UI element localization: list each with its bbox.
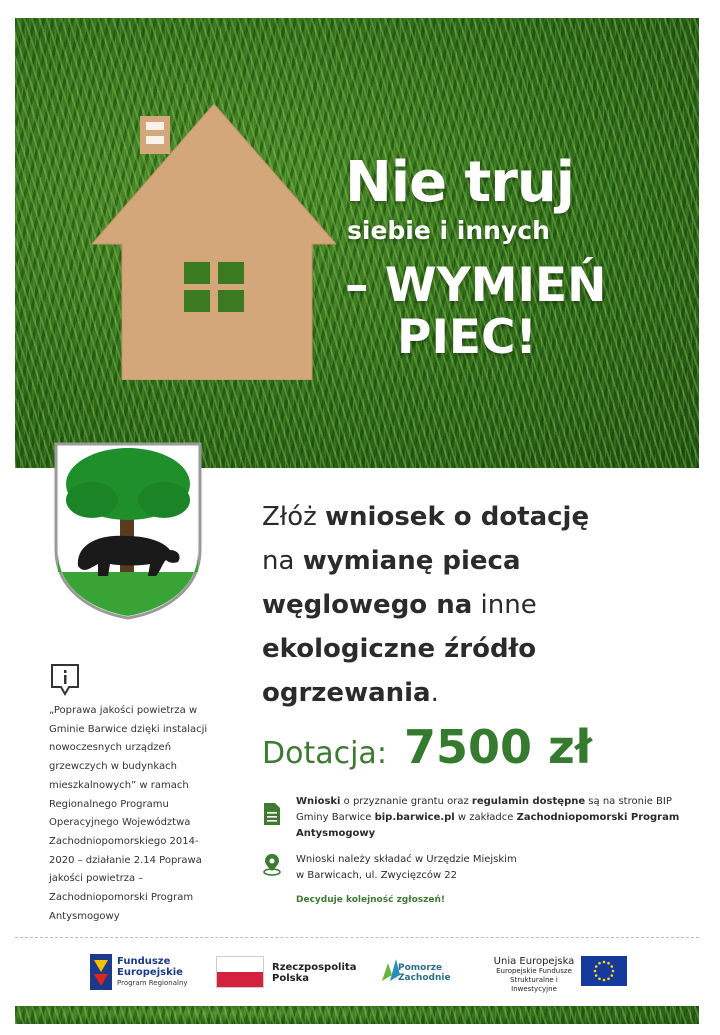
- logo-text: Pomorze: [398, 963, 443, 973]
- lead-text: na: [262, 546, 303, 576]
- headline-line-3: – WYMIEŃ: [345, 258, 607, 313]
- grant-amount: 7500 zł: [404, 720, 592, 774]
- logo-subtext: Europejskie Fundusze: [496, 967, 572, 975]
- address-line-2: w Barwicach, ul. Zwycięzców 22: [296, 870, 458, 881]
- info-bold: Zachodniopomorski Program Antysmogowy: [296, 812, 680, 839]
- logo-subtext: Program Regionalny: [117, 979, 188, 987]
- logo-text: Polska: [272, 973, 309, 984]
- application-call: [262, 495, 682, 715]
- lead-bold: ogrzewania: [262, 678, 431, 708]
- logo-text: Rzeczpospolita: [272, 962, 357, 973]
- logo-text: Europejskie: [117, 967, 183, 978]
- grant-label: Dotacja:: [262, 736, 387, 771]
- pomorze-zachodnie-logo: [398, 963, 451, 983]
- fundusze-europejskie-logo: [117, 956, 188, 989]
- divider: [15, 937, 699, 938]
- lead-bold: wniosek o dotację: [325, 502, 590, 532]
- logo-text: Fundusze: [117, 956, 171, 967]
- lead-text: Złóż: [262, 502, 326, 532]
- office-address: [296, 852, 676, 884]
- location-pin-icon: [262, 852, 282, 876]
- lead-text: inne: [472, 590, 537, 620]
- headline-line-2: siebie i innych: [347, 216, 550, 245]
- chimney: [140, 116, 170, 154]
- lead-text: .: [430, 678, 439, 708]
- info-bold: Wnioski: [296, 796, 341, 807]
- house-shape: [92, 104, 336, 380]
- lead-bold: węglowego na: [262, 590, 473, 620]
- application-info: [296, 794, 686, 842]
- info-bold: regulamin dostępne: [471, 796, 586, 807]
- info-speech-icon: [49, 662, 81, 698]
- rzeczpospolita-polska-logo: [272, 962, 356, 984]
- lead-line-4: [262, 627, 682, 671]
- lead-line-2: [262, 539, 682, 583]
- lead-line-3: [262, 583, 682, 627]
- headline-line-1: Nie truj: [345, 150, 574, 215]
- lead-line-1: [262, 495, 682, 539]
- project-description: „Poprawa jakości powietrza w Gminie Barwice dzięki instalacji nowoczesnych urządzeń grzewczych w budynkach mieszkalnowych” w ramach Regionalnego Programu Operacyjnego Województwa Zachodniopomorskiego 2014-2020 – działanie 2.14 Poprawa jakości powietrza – Zachodniopomorski Program Antysmogowy: [49, 705, 208, 922]
- address-line-1: Wnioski należy składać w Urzędzie Miejskim: [296, 854, 517, 865]
- bip-link[interactable]: bip.barwice.pl: [374, 812, 455, 823]
- grass-strip: [15, 1006, 699, 1024]
- info-text: są na stronie BIP Gminy Barwice: [296, 796, 672, 823]
- lead-bold: wymianę pieca: [302, 546, 521, 576]
- poland-flag-icon: [216, 956, 264, 988]
- logo-text: Zachodnie: [398, 973, 451, 983]
- fundusze-europejskie-logo-icon: [90, 954, 112, 990]
- unia-europejska-logo: [492, 956, 576, 994]
- coat-of-arms-emblem: [52, 440, 204, 620]
- cardboard-house-image: [92, 96, 336, 380]
- logo-text: Unia Europejska: [493, 956, 575, 967]
- document-icon: [262, 802, 282, 826]
- info-text: w zakładce: [454, 812, 517, 823]
- lead-bold: ekologiczne źródło: [262, 634, 537, 664]
- logo-subtext: Strukturalne i Inwestycyjne: [510, 976, 558, 993]
- grant-amount-line: [262, 720, 592, 774]
- headline-line-4: PIEC!: [397, 310, 537, 365]
- lead-line-5: [262, 671, 682, 715]
- info-text: o przyznanie grantu oraz: [340, 796, 472, 807]
- eu-flag-icon: [581, 956, 627, 986]
- order-of-applications-note: Decyduje kolejność zgłoszeń!: [296, 895, 445, 905]
